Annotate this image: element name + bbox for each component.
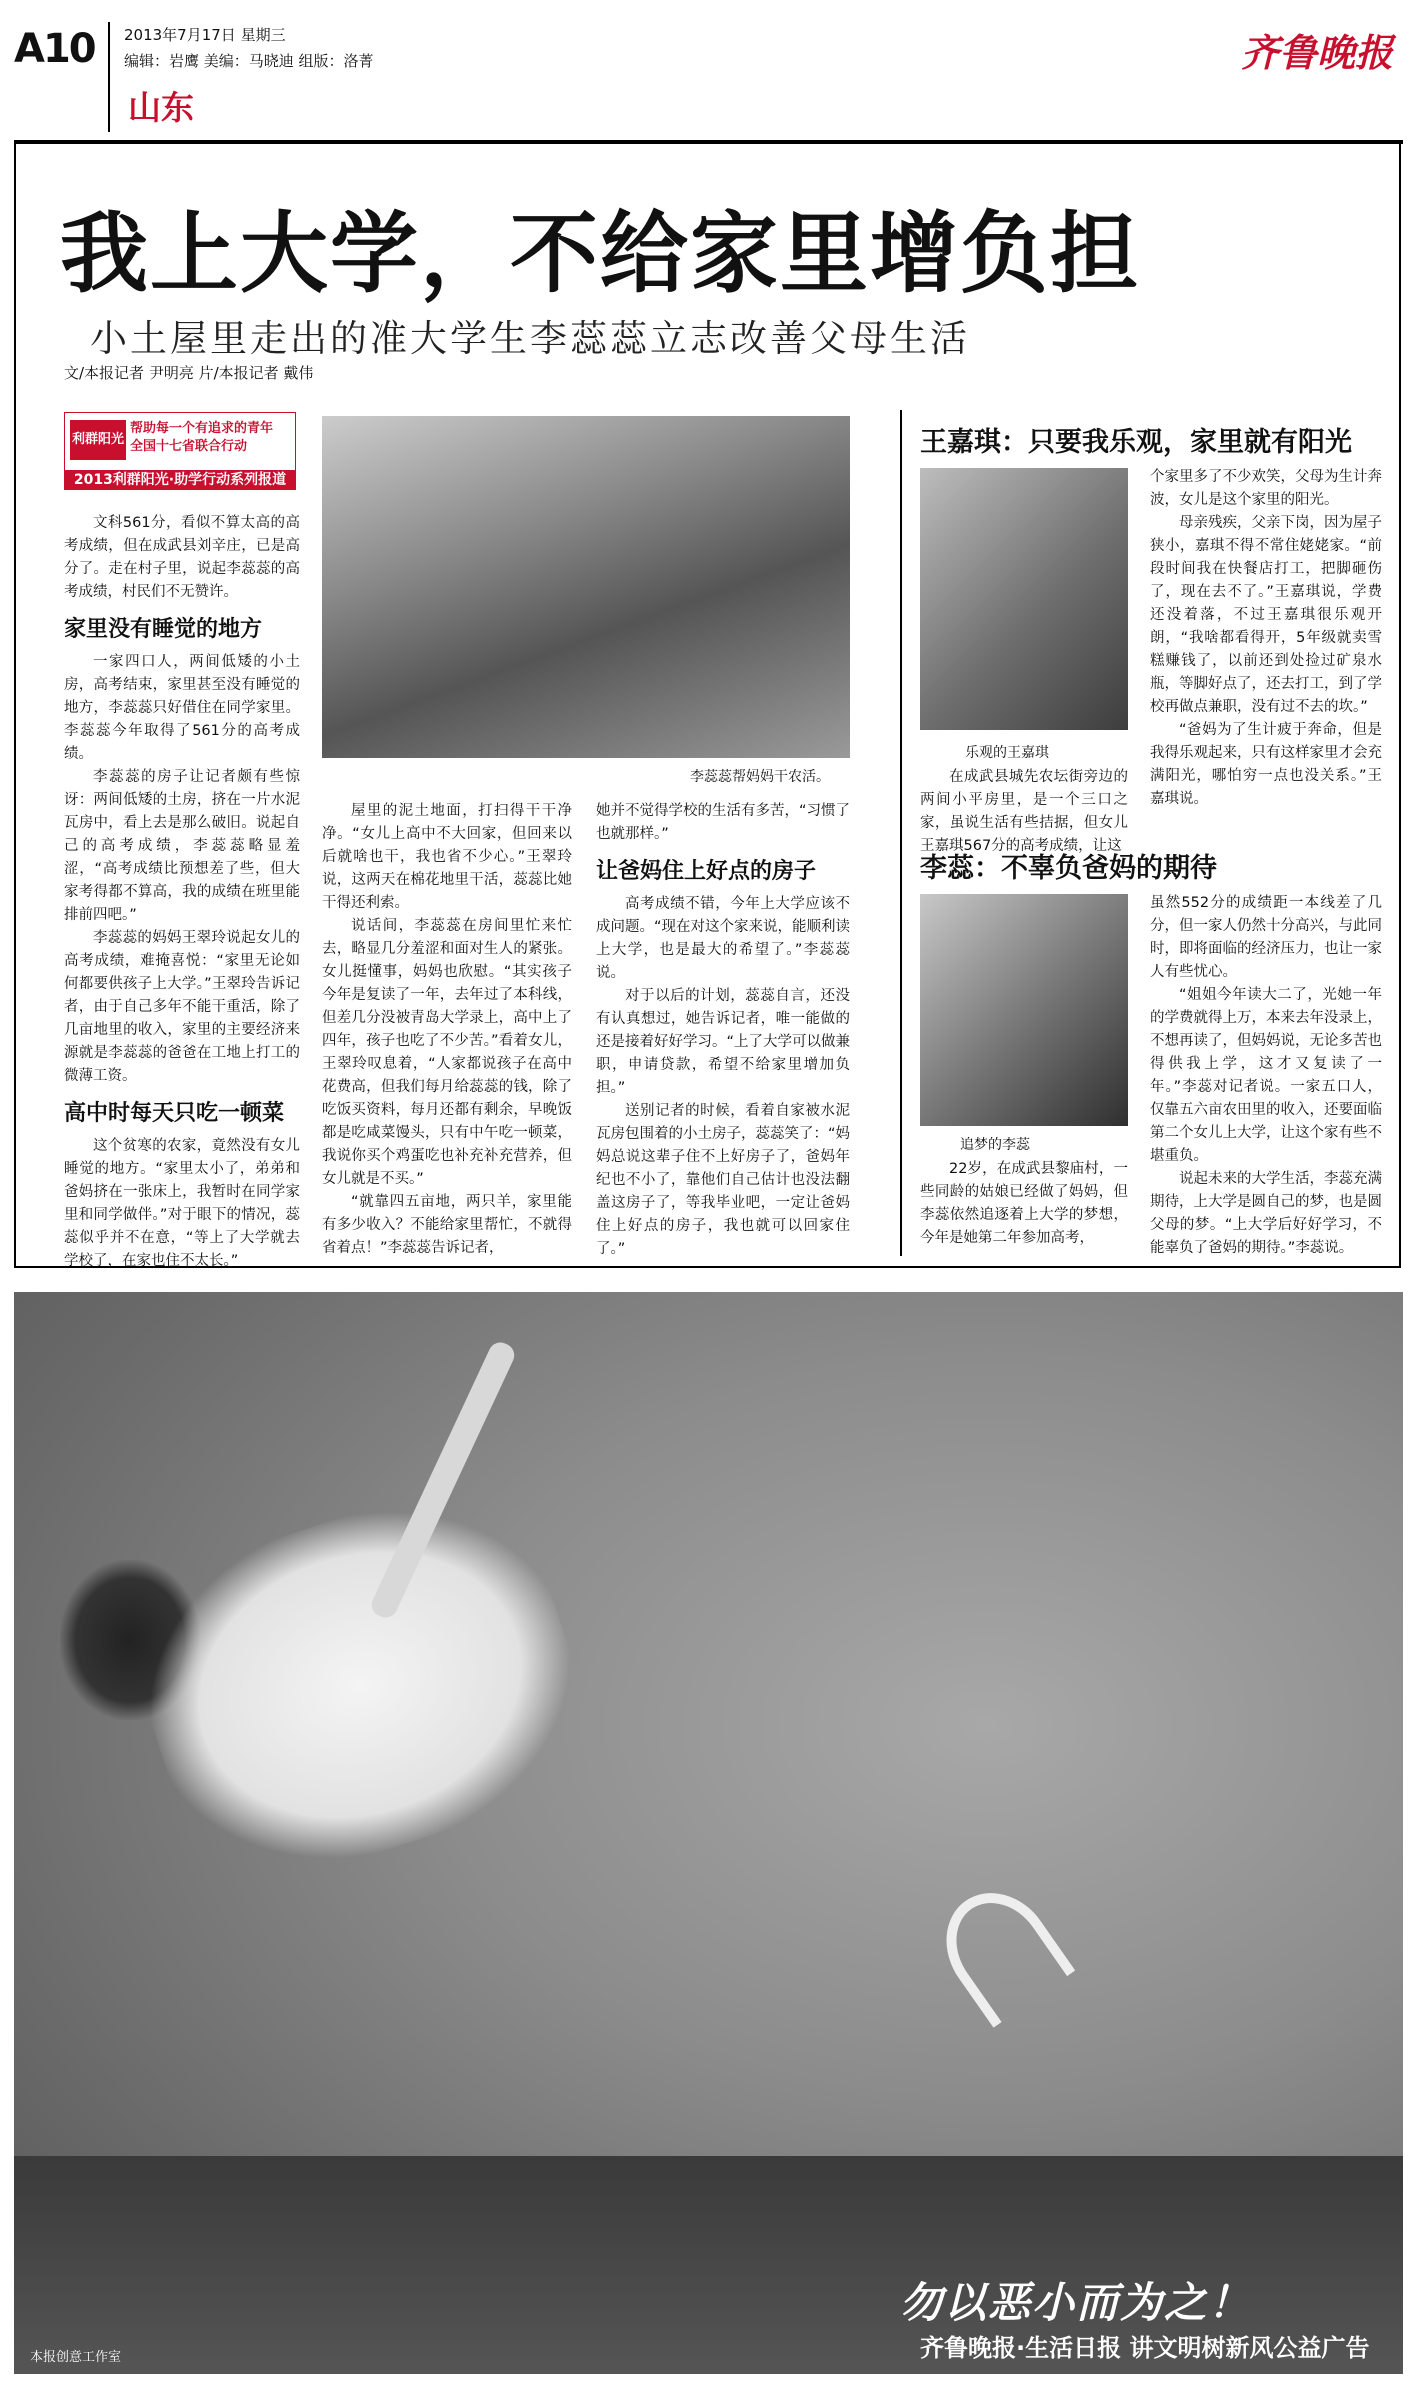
paragraph: 一家四口人，两间低矮的小土房，高考结束，家里甚至没有睡觉的地方，李蕊蕊只好借住在同学家里。李蕊蕊今年取得了561分的高考成绩。 xyxy=(64,654,300,762)
sidebar-title-2: 李蕊：不辜负爸妈的期待 xyxy=(920,853,1217,884)
newspaper-logo: 齐鲁晚报 xyxy=(1240,31,1393,75)
sidebar-2-column xyxy=(1150,892,1382,1260)
staff-credits: 编辑：岩鹰 美编：马晓迪 组版：洛菁 xyxy=(124,52,374,70)
article-byline: 文/本报记者 尹明亮 片/本报记者 戴伟 xyxy=(64,364,314,382)
paragraph: 她并不觉得学校的生活有多苦，“习惯了也就那样。” xyxy=(596,803,851,842)
paragraph: 高考成绩不错，今年上大学应该不成问题。“现在对这个家来说，能顺利读上大学，也是最大的希望了。”李蕊蕊说。 xyxy=(596,896,851,981)
paragraph: 这个贫寒的农家，竟然没有女儿睡觉的地方。“家里太小了，弟弟和爸妈挤在一张床上，我暂时在同学家里和同学做伴。”对于眼下的情况，蕊蕊似乎并不在意，“等上了大学就去学校了，在家也住不太长。” xyxy=(64,1138,300,1269)
paragraph: 22岁，在成武县黎庙村，一些同龄的姑娘已经做了妈妈，但李蕊依然追逐着上大学的梦想，今年是她第二年参加高考， xyxy=(920,1161,1128,1246)
campaign-logo: 利群阳光 xyxy=(70,420,126,460)
column-divider xyxy=(900,410,902,1256)
section-heading: 让爸妈住上好点的房子 xyxy=(596,859,817,884)
header-divider xyxy=(108,22,110,132)
paragraph: 母亲残疾，父亲下岗，因为屋子狭小，嘉琪不得不常住姥姥家。“前段时间我在快餐店打工，把脚砸伤了，现在去不了。”王嘉琪说，学费还没着落，不过王嘉琪很乐观开朗，“我啥都看得开，5年级就卖雪糕赚钱了，以前还到处捡过矿泉水瓶，等脚好点了，还去打工，到了学校再做点兼职，没有过不去的坎。” xyxy=(1150,515,1382,715)
ad-credit: 本报创意工作室 xyxy=(30,2350,122,2365)
article-subheadline: 小土屋里走出的准大学生李蕊蕊立志改善父母生活 xyxy=(90,317,970,360)
paragraph: 屋里的泥土地面，打扫得干干净净。“女儿上高中不大回家，但回来以后就啥也干，我也省不少心。”王翠玲说，这两天在棉花地里干活，蕊蕊比她干得还利索。 xyxy=(322,803,572,911)
page-number: A10 xyxy=(14,26,95,72)
paragraph: 文科561分，看似不算太高的高考成绩，但在成武县刘辛庄，已是高分了。走在村子里，说起李蕊蕊的高考成绩，村民们不无赞许。 xyxy=(64,515,300,600)
paragraph: “爸妈为了生计疲于奔命，但是我得乐观起来，只有这样家里才会充满阳光，哪怕穷一点也没关系。”王嘉琪说。 xyxy=(1150,722,1382,807)
paragraph: 李蕊蕊的妈妈王翠玲说起女儿的高考成绩，难掩喜悦：“家里无论如何都要供孩子上大学。”王翠玲告诉记者，由于自己多年不能干重活，除了几亩地里的收入，家里的主要经济来源就是李蕊蕊的爸爸在工地上打工的微薄工资。 xyxy=(64,930,300,1084)
paragraph: “就靠四五亩地，两只羊，家里能有多少收入？不能给家里帮忙，不就得省着点！”李蕊蕊告诉记者， xyxy=(322,1194,572,1256)
field-work-photo xyxy=(322,416,850,758)
paragraph: 在成武县城先农坛街旁边的两间小平房里，是一个三口之家，虽说生活有些拮据，但女儿王嘉琪567分的高考成绩，让这 xyxy=(920,769,1128,854)
paragraph: 说话间，李蕊蕊在房间里忙来忙去，略显几分羞涩和面对生人的紧张。女儿挺懂事，妈妈也欣慰。“其实孩子今年是复读了一年，去年过了本科线，但差几分没被青岛大学录上，高中上了四年，孩子也吃了不少苦。”看着女儿，王翠玲叹息着，“人家都说孩子在高中花费高，但我们每月给蕊蕊的钱，除了吃饭买资料，每月还都有剩余，早晚饭都是吃咸菜馒头，只有中午吃一顿菜，我说你买个鸡蛋吃也补充补充营养，但女儿就是不买。” xyxy=(322,918,572,1187)
issue-date: 2013年7月17日 星期三 xyxy=(124,26,286,44)
sidebar-title-1: 王嘉琪：只要我乐观，家里就有阳光 xyxy=(920,427,1352,458)
campaign-slogan: 帮助每一个有追求的青年 全国十七省联合行动 xyxy=(130,421,274,454)
article-column-2 xyxy=(322,800,572,1260)
section-heading: 家里没有睡觉的地方 xyxy=(64,617,263,642)
portrait-photo-li xyxy=(920,894,1128,1126)
paragraph: 对于以后的计划，蕊蕊自言，还没有认真想过，她告诉记者，唯一能做的还是接着好好学习。“上了大学可以做兼职，申请贷款，希望不给家里增加负担。” xyxy=(596,988,851,1096)
ad-slogan: 勿以恶小而为之！ xyxy=(900,2278,1253,2327)
paragraph: 李蕊蕊的房子让记者颇有些惊讶：两间低矮的土房，挤在一片水泥瓦房中，看上去是那么破旧。说起自己的高考成绩，李蕊蕊略显羞涩，“高考成绩比预想差了些，但大家考得都不算高，我的成绩在班里能排前四吧。” xyxy=(64,769,300,923)
article-column-1 xyxy=(64,512,300,1273)
portrait-photo-wang xyxy=(920,468,1128,730)
sidebar-2-bottom-text xyxy=(920,1158,1128,1250)
ad-footer: 齐鲁晚报·生活日报 讲文明树新风公益广告 xyxy=(920,2334,1370,2362)
paragraph: 送别记者的时候，看着自家被水泥瓦房包围着的小土房子，蕊蕊笑了：“妈妈总说这辈子住不上好房子了，爸妈年纪也不小了，靠他们自己估计也没法翻盖这房子了，等我毕业吧，一定让爸妈住上好点的房子，我也就可以回家住了。” xyxy=(596,1103,851,1257)
paragraph: 个家里多了不少欢笑，父母为生计奔波，女儿是这个家里的阳光。 xyxy=(1150,469,1382,508)
section-label: 山东 xyxy=(128,88,194,127)
paragraph: 说起未来的大学生活，李蕊充满期待，上大学是圆自己的梦，也是圆父母的梦。“上大学后好好学习，不能辜负了爸妈的期待。”李蕊说。 xyxy=(1150,1171,1382,1256)
section-heading: 高中时每天只吃一顿菜 xyxy=(64,1101,285,1126)
article-column-3 xyxy=(596,800,850,1261)
portrait-caption-wang: 乐观的王嘉琪 xyxy=(965,745,1049,761)
portrait-caption-li: 追梦的李蕊 xyxy=(960,1137,1030,1153)
campaign-series-label: 2013利群阳光·助学行动系列报道 xyxy=(64,470,296,490)
paragraph: “姐姐今年读大二了，光她一年的学费就得上万，本来去年没录上，不想再读了，但妈妈说，无论多苦也得供我上学，这才又复读了一年。”李蕊对记者说。一家五口人，仅靠五六亩农田里的收入，还要面临第二个女儿上大学，让这个家有些不堪重负。 xyxy=(1150,987,1382,1164)
article-headline: 我上大学，不给家里增负担 xyxy=(60,202,1141,305)
field-photo-caption: 李蕊蕊帮妈妈干农活。 xyxy=(690,769,830,785)
paragraph: 虽然552分的成绩距一本线差了几分，但一家人仍然十分高兴，与此同时，即将面临的经济压力，也让一家人有些忧心。 xyxy=(1150,895,1382,980)
sidebar-1-bottom-text xyxy=(920,766,1128,858)
sidebar-1-column xyxy=(1150,466,1382,811)
